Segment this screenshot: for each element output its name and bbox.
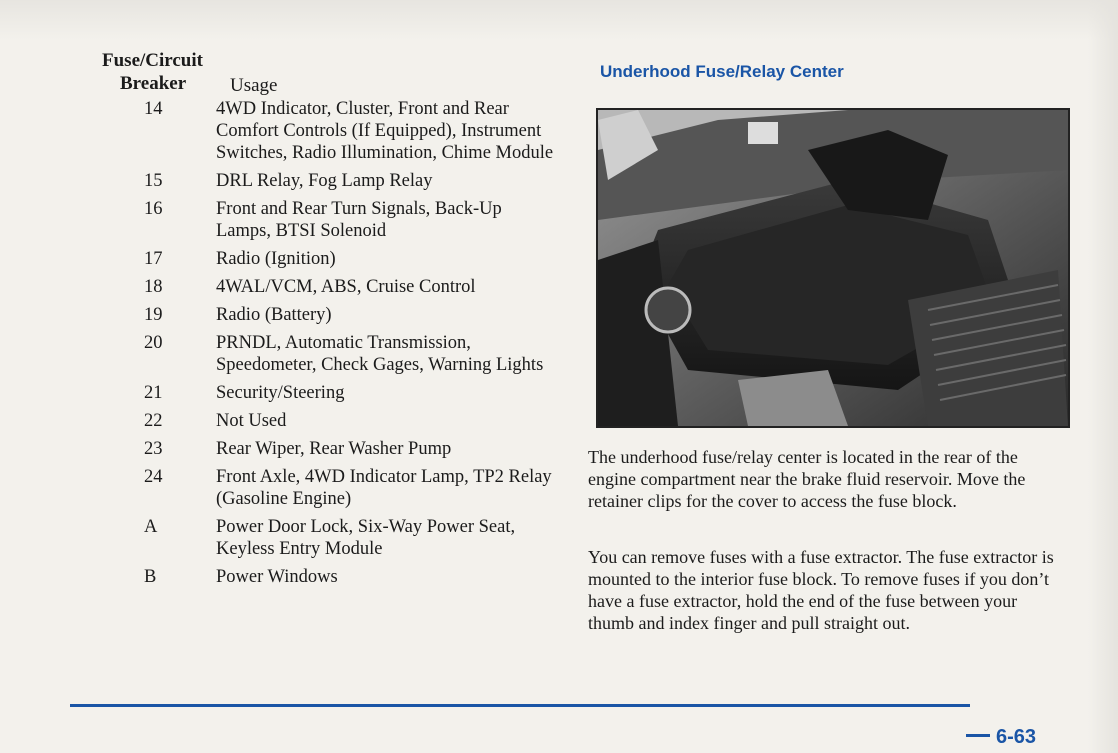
table-body [96, 98, 556, 588]
table-header [96, 48, 556, 98]
table-row [96, 410, 556, 432]
fuse-usage: Radio (Ignition) [216, 249, 336, 269]
page-top-shadow [0, 0, 1118, 40]
underhood-photo [596, 108, 1070, 428]
fuse-removal-paragraph: You can remove fuses with a fuse extractor. The fuse extractor is mounted to the interior fuse block. To remove fuses if you don’t have a fuse extractor, hold the end of the fuse between your thumb and index finger and pull straight out. [588, 547, 1054, 633]
table-row [96, 516, 556, 560]
fuse-usage-table [96, 48, 556, 594]
fuse-number: 18 [144, 277, 163, 297]
table-row [96, 98, 556, 164]
engine-compartment-image [598, 110, 1068, 426]
fuse-usage: Security/Steering [216, 383, 345, 403]
fuse-number: B [144, 567, 157, 587]
page-number: 6-63 [996, 726, 1037, 748]
fuse-usage: PRNDL, Automatic Transmission, Speedometer, Check Gages, Warning Lights [216, 333, 544, 375]
fuse-usage: Rear Wiper, Rear Washer Pump [216, 439, 452, 459]
table-row [96, 438, 556, 460]
fuse-usage: 4WD Indicator, Cluster, Front and Rear Comfort Controls (If Equipped), Instrument Switches, Radio Illumination, Chime Module [216, 99, 554, 163]
table-row [96, 276, 556, 298]
fuse-number: A [144, 517, 158, 537]
header-usage: Usage [230, 75, 278, 96]
fuse-number: 21 [144, 383, 163, 403]
location-paragraph: The underhood fuse/relay center is located in the rear of the engine compartment near the brake fluid reservoir. Move the retainer clips for the cover to access the fuse block. [588, 447, 1026, 511]
fuse-number: 17 [144, 249, 163, 269]
fuse-number: 14 [144, 99, 163, 119]
fuse-usage: Radio (Battery) [216, 305, 332, 325]
table-row [96, 170, 556, 192]
fuse-usage: Power Windows [216, 567, 338, 587]
table-row [96, 382, 556, 404]
footer-rule-end [966, 734, 990, 737]
section-title: Underhood Fuse/Relay Center [600, 62, 844, 81]
fuse-number: 20 [144, 333, 163, 353]
table-row [96, 566, 556, 588]
fuse-usage: Not Used [216, 411, 287, 431]
table-row [96, 466, 556, 510]
header-fuse-line1: Fuse/Circuit [102, 50, 203, 71]
table-row [96, 248, 556, 270]
page-right-shadow [1088, 0, 1118, 753]
table-row [96, 198, 556, 242]
table-row [96, 332, 556, 376]
fuse-number: 23 [144, 439, 163, 459]
table-row [96, 304, 556, 326]
fuse-number: 24 [144, 467, 163, 487]
fuse-usage: Front Axle, 4WD Indicator Lamp, TP2 Relay (Gasoline Engine) [216, 467, 552, 509]
fuse-number: 15 [144, 171, 163, 191]
fuse-usage: Front and Rear Turn Signals, Back-Up Lamps, BTSI Solenoid [216, 199, 502, 241]
fuse-usage: DRL Relay, Fog Lamp Relay [216, 171, 433, 191]
fuse-number: 22 [144, 411, 163, 431]
fuse-number: 19 [144, 305, 163, 325]
fuse-number: 16 [144, 199, 163, 219]
fuse-usage: Power Door Lock, Six-Way Power Seat, Keyless Entry Module [216, 517, 516, 559]
header-fuse-line2: Breaker [120, 73, 187, 94]
fuse-usage: 4WAL/VCM, ABS, Cruise Control [216, 277, 476, 297]
footer-rule [70, 704, 970, 707]
